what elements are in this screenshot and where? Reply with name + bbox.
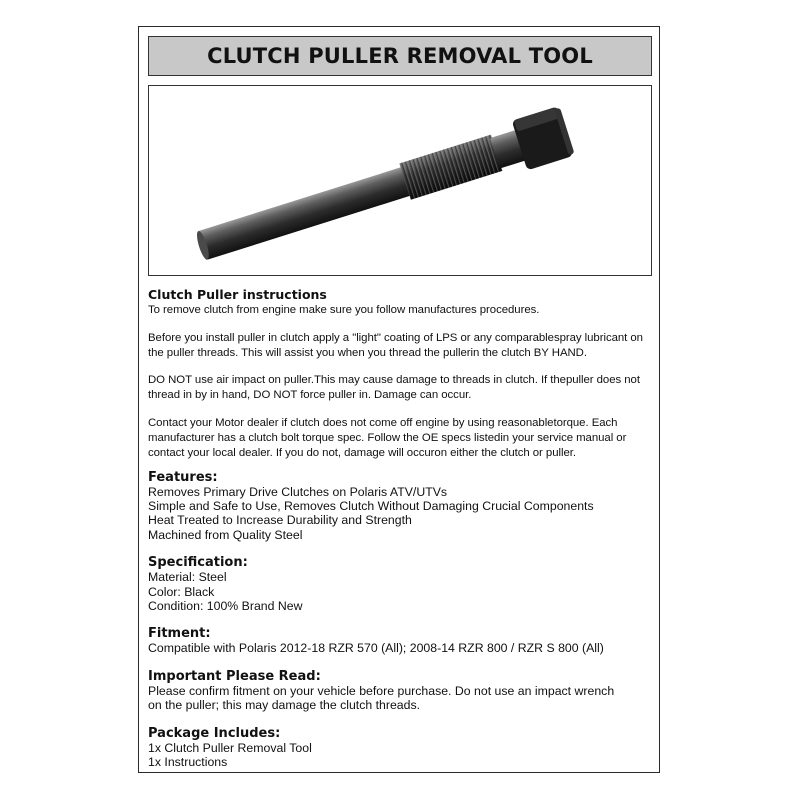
instructions-block xyxy=(148,287,658,461)
section-heading: Specification: xyxy=(148,555,248,571)
section-heading: Important Please Read: xyxy=(148,668,321,684)
features-section xyxy=(148,470,658,543)
section-heading: Features: xyxy=(148,469,218,485)
puller-shaft xyxy=(196,166,413,260)
fitment-section xyxy=(148,626,658,655)
instruction-paragraph: DO NOT use air impact on puller.This may cause damage to threads in clutch. If thepuller does not thread in by in hand, DO NOT force puller in. Damage can occur. xyxy=(148,374,640,401)
feature-line: Removes Primary Drive Clutches on Polaris ATV/UTVs xyxy=(148,484,448,499)
package-section xyxy=(148,726,658,770)
important-section xyxy=(148,669,658,713)
spec-line: Color: Black xyxy=(148,584,215,599)
title-banner xyxy=(148,36,652,76)
page-title: CLUTCH PULLER REMOVAL TOOL xyxy=(207,44,593,68)
instructions-heading: Clutch Puller instructions xyxy=(148,287,327,302)
product-sheet xyxy=(138,26,660,773)
package-line: 1x Instructions xyxy=(148,754,228,769)
product-photo-frame xyxy=(148,85,652,276)
fitment-line: Compatible with Polaris 2012-18 RZR 570 (All); 2008-14 RZR 800 / RZR S 800 (All) xyxy=(148,641,604,656)
section-heading: Package Includes: xyxy=(148,725,281,741)
important-line: Please confirm fitment on your vehicle before purchase. Do not use an impact wrench xyxy=(148,683,615,698)
feature-line: Heat Treated to Increase Durability and Strength xyxy=(148,513,412,528)
feature-line: Simple and Safe to Use, Removes Clutch Without Damaging Crucial Components xyxy=(148,498,594,513)
specification-section xyxy=(148,555,658,613)
spec-line: Condition: 100% Brand New xyxy=(148,598,303,613)
instruction-paragraph: Contact your Motor dealer if clutch does not come off engine by using reasonabletorque. Each manufacturer has a clutch bolt torque spec. Follow the OE specs listedin your service manual or contact your local dealer. If you do not, damage will occuron either the clutch or puller. xyxy=(148,416,627,459)
package-line: 1x Clutch Puller Removal Tool xyxy=(148,740,312,755)
description-content xyxy=(148,285,658,769)
section-heading: Fitment: xyxy=(148,626,211,642)
spec-line: Material: Steel xyxy=(148,570,227,585)
instruction-paragraph: To remove clutch from engine make sure you follow manufactures procedures. xyxy=(148,304,540,316)
clutch-puller-image xyxy=(149,86,651,275)
important-line: on the puller; this may damage the clutch threads. xyxy=(148,698,421,713)
feature-line: Machined from Quality Steel xyxy=(148,527,303,542)
instruction-paragraph: Before you install puller in clutch apply a "light" coating of LPS or any comparablespray lubricant on the puller threads. This will assist you when you thread the pullerin the clutch BY HAND. xyxy=(148,331,643,359)
